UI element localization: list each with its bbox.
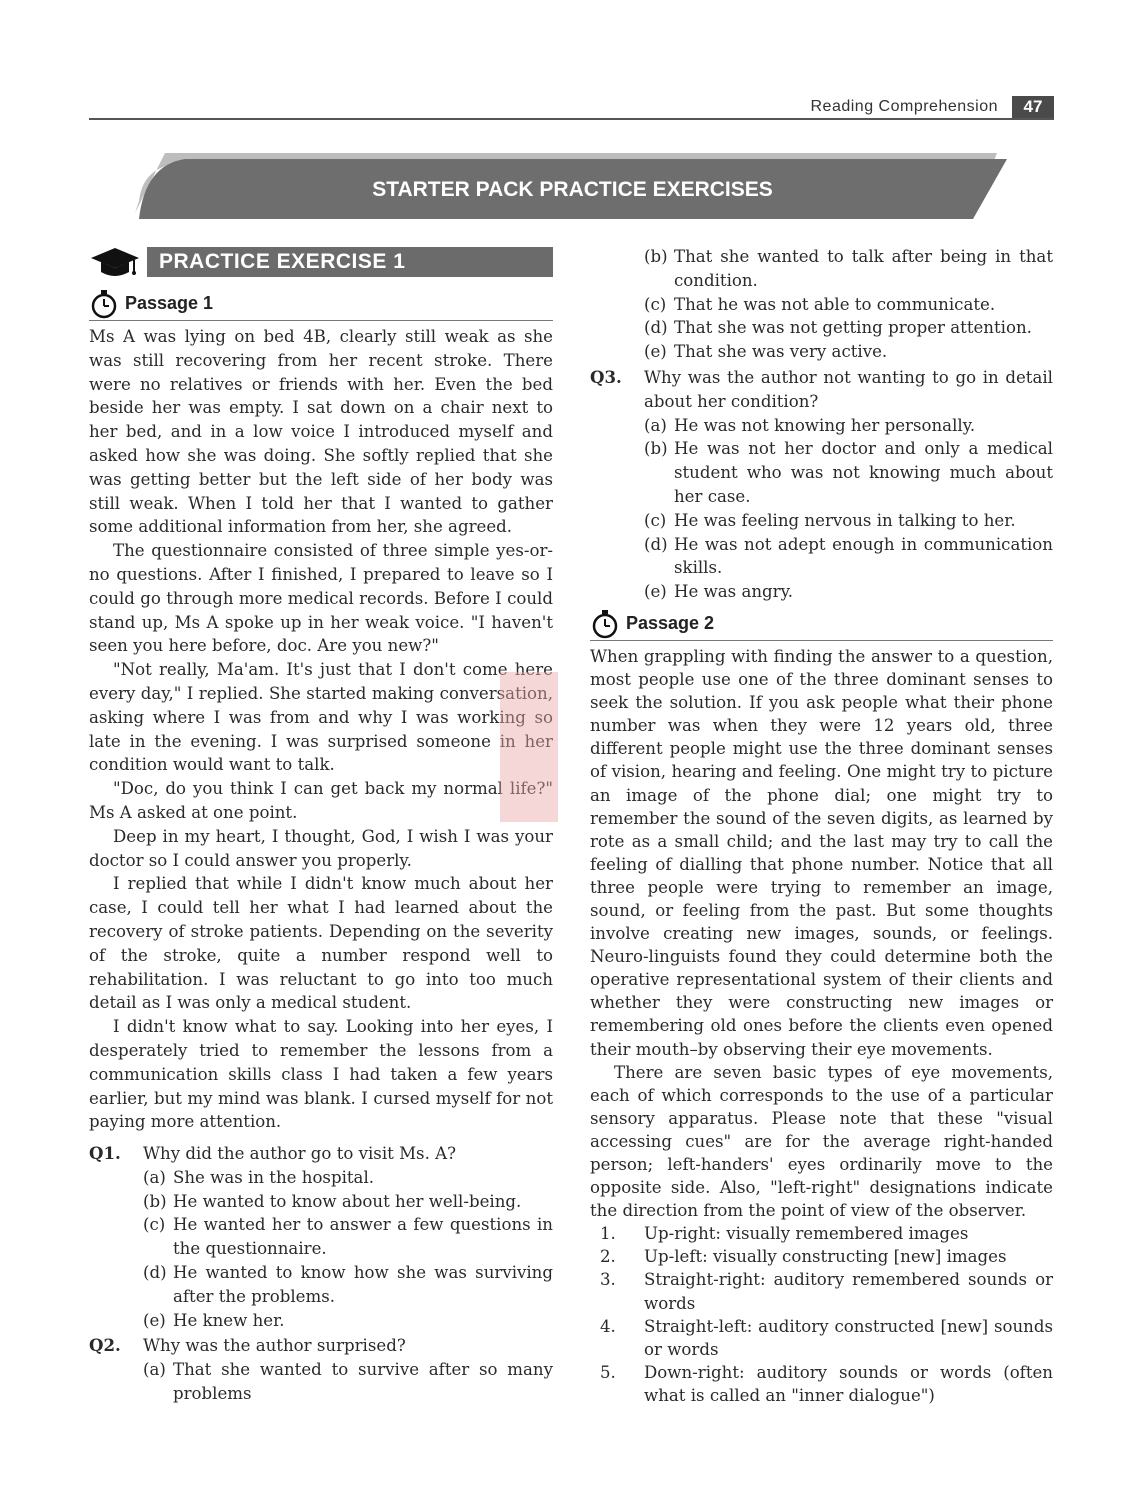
answer-option [590, 293, 1053, 317]
answer-option [590, 509, 1053, 533]
option-text: That she was very active. [674, 342, 888, 362]
option-label: (e) [644, 342, 667, 362]
list-item [590, 1361, 1053, 1407]
option-text: That she wanted to talk after being in that condition. [674, 247, 1053, 290]
question-number: Q3. [590, 366, 622, 387]
option-text: He was angry. [674, 582, 794, 602]
passage-2-heading [590, 608, 1053, 641]
option-text: He wanted her to answer a few questions in the questionnaire. [173, 1215, 553, 1259]
question-number: Q2. [89, 1335, 121, 1356]
option-label: (b) [644, 439, 668, 459]
answer-option [590, 533, 1053, 581]
right-column [590, 245, 1053, 1407]
answer-option [590, 580, 1053, 604]
list-number: 2. [600, 1247, 616, 1267]
passage-1-title: Passage 1 [125, 293, 214, 314]
left-column [89, 242, 553, 1406]
option-text: He wanted to know about her well-being. [173, 1191, 522, 1211]
list-text: Straight-right: auditory remembered sounds or words [644, 1270, 1053, 1313]
option-label: (a) [143, 1167, 166, 1187]
page-number: 47 [1012, 96, 1054, 118]
passage-2-title: Passage 2 [626, 613, 715, 634]
graduation-cap-icon [89, 244, 141, 280]
option-text: He was not her doctor and only a medical student who was not knowing much about her case. [674, 439, 1053, 506]
option-text: That she wanted to survive after so many problems [173, 1360, 553, 1404]
option-label: (a) [143, 1360, 166, 1380]
answer-option [89, 1309, 553, 1333]
option-label: (a) [644, 415, 667, 435]
option-text: That she was not getting proper attention. [674, 318, 1032, 338]
option-text: That he was not able to communicate. [674, 294, 996, 314]
option-text: He was feeling nervous in talking to her. [674, 510, 1016, 530]
answer-option [89, 1213, 553, 1261]
answer-option [89, 1358, 553, 1406]
list-text: Up-left: visually constructing [new] images [644, 1247, 1007, 1267]
list-text: Straight-left: auditory constructed [new] sounds or words [644, 1316, 1053, 1359]
question-3 [590, 366, 1053, 414]
option-text: She was in the hospital. [173, 1167, 375, 1187]
passage-1-paragraph: Deep in my heart, I thought, God, I wish I was your doctor so I could answer you properly. [89, 826, 553, 870]
option-label: (c) [644, 510, 667, 530]
passage-1-paragraph: "Not really, Ma'am. It's just that I don't come here every day," I replied. She started making conversation, asking where I was from and why I was working so late in the evening. I was surprised someone in her condition would want to talk. [89, 660, 553, 775]
answer-option [89, 1261, 553, 1309]
option-label: (c) [143, 1215, 166, 1235]
option-label: (c) [644, 294, 667, 314]
option-text: He knew her. [173, 1310, 285, 1330]
answer-option [590, 245, 1053, 293]
passage-1-paragraph: I didn't know what to say. Looking into her eyes, I desperately tried to remember the lessons from a communication skills class I had taken a few years earlier, but my mind was blank. I cursed myself for not paying more attention. [89, 1017, 553, 1132]
passage-1-paragraph: The questionnaire consisted of three simple yes-or-no questions. After I finished, I prepared to leave so I could go through more medical records. Before I could stand up, Ms A spoke up in her weak voice. "I haven't seen you here before, doc. Are you new?" [89, 541, 553, 656]
passage-1-heading [89, 288, 553, 321]
passage-1-paragraph: "Doc, do you think I can get back my normal life?" Ms A asked at one point. [89, 779, 553, 822]
stopwatch-icon [590, 609, 620, 639]
option-label: (d) [143, 1263, 167, 1283]
question-text: Why was the author surprised? [143, 1336, 406, 1356]
option-label: (e) [143, 1310, 166, 1330]
option-text: He was not adept enough in communication skills. [674, 534, 1053, 578]
passage-1-paragraph: I replied that while I didn't know much about her case, I could tell her what I had learned about the recovery of stroke patients. Depending on the severity of the stroke, quite a number respond well to rehabilitation. I was reluctant to go into too much detail as I was only a medical student. [89, 874, 553, 1013]
list-text: Up-right: visually remembered images [644, 1224, 969, 1244]
banner-title: STARTER PACK PRACTICE EXERCISES [372, 178, 773, 201]
option-label: (e) [644, 582, 667, 602]
list-number: 3. [600, 1270, 616, 1290]
list-number: 1. [600, 1224, 616, 1244]
option-text: He was not knowing her personally. [674, 415, 976, 435]
exercise-heading [89, 242, 553, 282]
answer-option [590, 340, 1053, 364]
option-label: (d) [644, 318, 668, 338]
answer-option [89, 1166, 553, 1190]
list-number: 4. [600, 1316, 616, 1336]
exercise-title: PRACTICE EXERCISE 1 [147, 247, 553, 277]
running-title: Reading Comprehension [810, 98, 998, 115]
question-text: Why did the author go to visit Ms. A? [143, 1144, 457, 1164]
stopwatch-icon [89, 289, 119, 319]
option-label: (b) [644, 247, 668, 266]
question-number: Q1. [89, 1143, 121, 1164]
list-text: Down-right: auditory sounds or words (often what is called an "inner dialogue") [644, 1362, 1053, 1405]
option-text: He wanted to know how she was surviving after the problems. [173, 1263, 553, 1306]
option-label: (b) [143, 1191, 167, 1211]
passage-2-paragraph: When grappling with finding the answer to a question, most people use one of the three dominant senses to seek the solution. If you ask people what their phone number was when they were 12 years old, three different people might use the three dominant senses of vision, hearing and feeling. One might try to picture an image of the phone dial; one might try to remember the sound of the seven digits, as learned by rote as a small child; and the last may try to call the feeling of dialling that phone number. Notice that all three people were trying to remember an image, sound, or feeling from the past. But some thoughts involve creating new images, sounds, or feelings. Neuro-linguists found they could determine both the operative representational system of their clients and whether they were constructing new images or remembering old ones before the clients even opened their mouth–by observing their eye movements. [590, 646, 1053, 1059]
option-label: (d) [644, 534, 668, 554]
page-header [89, 96, 1054, 120]
list-item [590, 1268, 1053, 1314]
answer-option [590, 414, 1053, 438]
question-1 [89, 1142, 553, 1166]
answer-option [590, 437, 1053, 508]
answer-option [590, 316, 1053, 340]
question-text: Why was the author not wanting to go in detail about her condition? [644, 367, 1053, 411]
list-number: 5. [600, 1362, 616, 1382]
publisher-watermark [500, 672, 558, 822]
list-item [590, 1222, 1053, 1245]
list-item [590, 1245, 1053, 1268]
answer-option [89, 1190, 553, 1214]
passage-2-paragraph: There are seven basic types of eye movements, each of which corresponds to the use of a particular sensory apparatus. Please note that these "visual accessing cues" are for the average right-handed person; left-handers' eyes ordinarily move to the opposite side. Also, "left-right" designations indicate the direction from the point of view of the observer. [590, 1062, 1053, 1221]
passage-1-paragraph: Ms A was lying on bed 4B, clearly still weak as she was still recovering from her recent stroke. There were no relatives or friends with her. Even the bed beside her was empty. I sat down on a chair next to her bed, and in a low voice I introduced myself and asked how she was doing. She softly replied that she was getting better but the left side of her body was still weak. When I told her that I wanted to gather some additional information from her, she agreed. [89, 327, 553, 537]
question-2 [89, 1334, 553, 1358]
list-item [590, 1315, 1053, 1361]
